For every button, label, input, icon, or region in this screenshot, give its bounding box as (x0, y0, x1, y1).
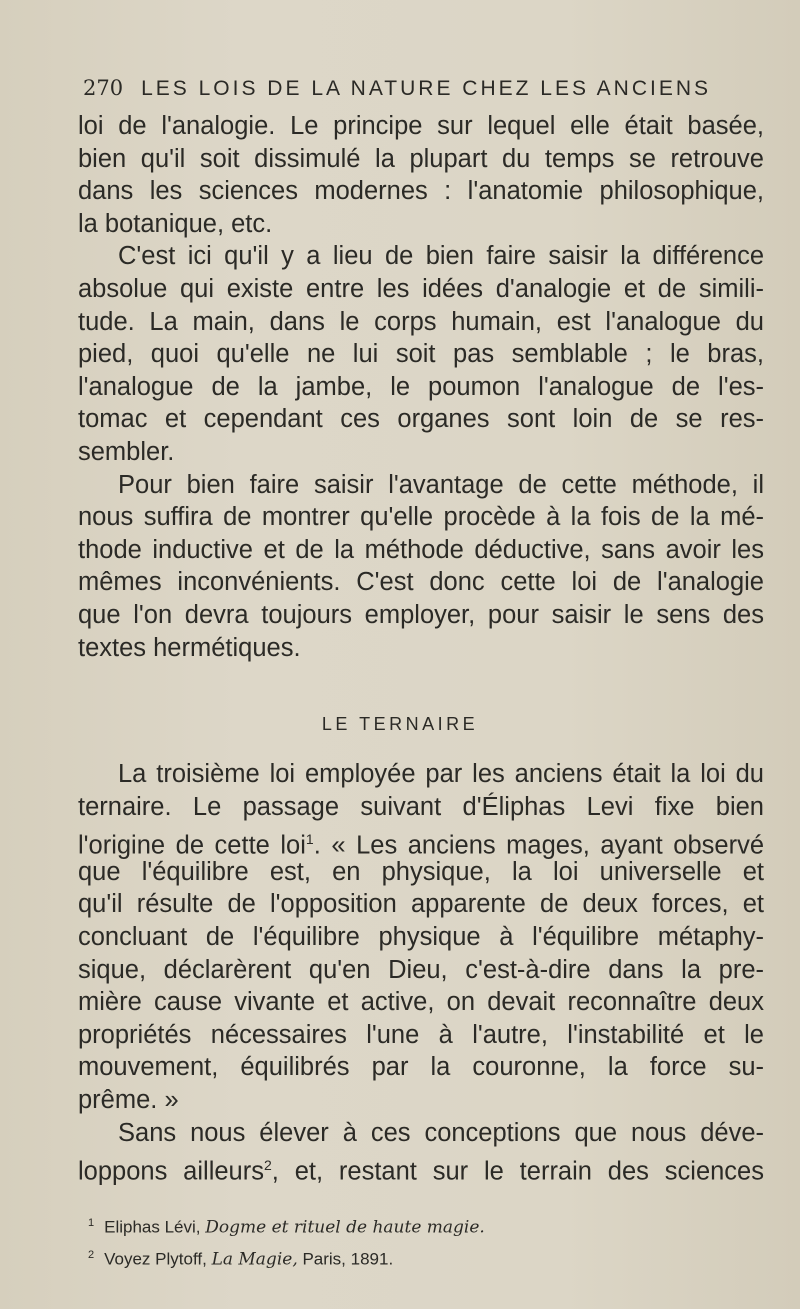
text-line: l'analogue de la jambe, le poumon l'analogue de l'es- (78, 372, 764, 401)
running-header (83, 76, 723, 101)
text-line-with-ref (78, 1149, 764, 1186)
text-line: prême. » (78, 1085, 179, 1114)
footnote-title: Dogme et rituel de haute magie. (205, 1217, 485, 1238)
text-line-with-ref: l'origine de cette loi$^1$. « Les anciens mages, ayant observé (78, 831, 765, 860)
text-line: Pour bien faire saisir l'avantage de cette méthode, il (118, 470, 764, 499)
footnote-rest: Paris, 1891. (302, 1249, 394, 1269)
text-segment: « Les anciens mages, ayant observé (331, 831, 765, 860)
text-line: tude. La main, dans le corps humain, est l'analogue du (78, 307, 764, 336)
text-line: ternaire. Le passage suivant d'Éliphas Levi fixe bien (78, 792, 764, 821)
footnote-author: Eliphas Lévi, (104, 1217, 201, 1237)
text-line: La troisième loi employée par les anciens était la loi du (118, 760, 764, 788)
text-line: absolue qui existe entre les idées d'analogie et de simili- (78, 274, 764, 303)
footnote-1 (88, 1210, 768, 1242)
paragraph-block-2 (78, 758, 765, 1186)
text-line: mière cause vivante et active, on devait reconnaître deux (78, 988, 764, 1017)
text-segment: , et, restant sur le terrain des sciences (271, 1157, 764, 1186)
text-line: la botanique, etc. (78, 209, 273, 238)
text-line: sembler. (78, 437, 175, 466)
text-line: loi de l'analogie. Le principe sur lequel elle était basée, (78, 112, 764, 140)
text-line: nous suffira de montrer qu'elle procède à la fois de la mé- (78, 503, 764, 532)
text-line: qu'il résulte de l'opposition apparente de deux forces, et (78, 890, 764, 919)
text-line: mêmes inconvénients. C'est donc cette loi de l'analogie (78, 568, 764, 597)
text-segment: l'origine de cette loi (78, 831, 306, 860)
text-line: tomac et cependant ces organes sont loin de se res- (78, 405, 764, 434)
footnote-ref: 2 (263, 1157, 272, 1174)
page-number: 270 (83, 76, 124, 100)
footnotes (88, 1210, 768, 1273)
text-line: propriétés nécessaires l'une à l'autre, l'instabilité et le (78, 1020, 764, 1049)
footnote-mark: 2 (88, 1248, 95, 1261)
text-line: C'est ici qu'il y a lieu de bien faire saisir la différence (118, 242, 764, 271)
text-line: que l'équilibre est, en physique, la loi universelle et (78, 857, 764, 886)
running-title: LES LOIS DE LA NATURE CHEZ LES ANCIENS (141, 77, 712, 100)
text-line: mouvement, équilibrés par la couronne, la force su- (78, 1053, 764, 1082)
footnote-2 (88, 1242, 768, 1274)
section-heading: LE TERNAIRE (321, 714, 479, 734)
footnote-ref: 1 (305, 831, 314, 848)
text-line: bien qu'il soit dissimulé la plupart du temps se retrouve (78, 144, 764, 173)
text-line: sique, déclarèrent qu'en Dieu, c'est-à-dire dans la pre- (78, 955, 764, 984)
footnote-title: La Magie, (211, 1249, 298, 1270)
paragraph-block-1 (78, 110, 764, 664)
text-line: textes hermétiques. (78, 633, 301, 662)
text-line: thode inductive et de la méthode déductive, sans avoir les (78, 535, 764, 564)
text-line: concluant de l'équilibre physique à l'équilibre métaphy- (78, 922, 764, 951)
footnote-mark: 1 (88, 1217, 95, 1229)
text-line: Sans nous élever à ces conceptions que nous déve- (118, 1118, 764, 1147)
text-line: dans les sciences modernes : l'anatomie philosophique, (78, 177, 764, 206)
footnote-author: Voyez Plytoff, (104, 1249, 207, 1269)
text-line: que l'on devra toujours employer, pour saisir le sens des (78, 600, 764, 629)
text-line: pied, quoi qu'elle ne lui soit pas semblable ; le bras, (78, 340, 764, 369)
text-segment: loppons ailleurs (78, 1157, 264, 1186)
